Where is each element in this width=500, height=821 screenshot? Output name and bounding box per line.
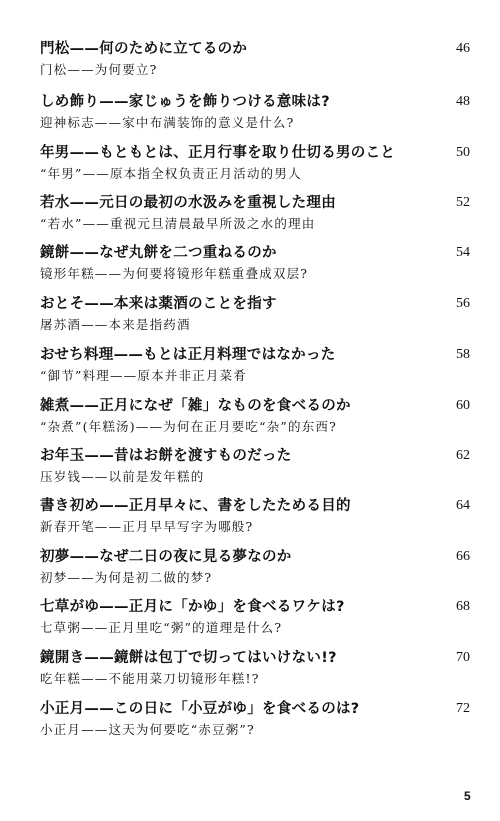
entry-subtitle: “年男”——原本指全权负责正月活动的男人 bbox=[40, 166, 302, 181]
entry-subtitle: 吃年糕——不能用菜刀切镜形年糕!? bbox=[40, 671, 260, 686]
entry-subtitle: “若水”——重视元旦清晨最早所汲之水的理由 bbox=[40, 216, 316, 231]
toc-entry[interactable] bbox=[40, 40, 470, 80]
entry-page-number: 46 bbox=[456, 41, 470, 56]
entry-subtitle: 压岁钱——以前是发年糕的 bbox=[40, 469, 205, 484]
entry-subtitle: 初梦——为何是初二做的梦? bbox=[40, 570, 213, 585]
entry-title: 鏡開き——鏡餅は包丁で切ってはいけない!? bbox=[40, 650, 337, 666]
toc-entry[interactable] bbox=[40, 244, 470, 284]
toc-entry[interactable] bbox=[40, 700, 470, 740]
entry-title: しめ飾り——家じゅうを飾りつける意味は? bbox=[40, 94, 330, 110]
toc-entry[interactable] bbox=[40, 194, 470, 234]
entry-page-number: 70 bbox=[456, 650, 470, 665]
entry-subtitle: 迎神标志——家中布满装饰的意义是什么? bbox=[40, 115, 295, 130]
toc-entry[interactable] bbox=[40, 295, 470, 335]
entry-title: 若水——元日の最初の水汲みを重視した理由 bbox=[40, 195, 336, 211]
entry-page-number: 68 bbox=[456, 599, 470, 614]
entry-title: おとそ——本来は薬酒のことを指す bbox=[40, 296, 277, 312]
entry-title: 初夢——なぜ二日の夜に見る夢なのか bbox=[40, 549, 292, 565]
entry-title: 小正月——この日に「小豆がゆ」を食べるのは? bbox=[40, 701, 360, 717]
entry-page-number: 56 bbox=[456, 296, 470, 311]
entry-subtitle: 镜形年糕——为何要将镜形年糕重叠成双层? bbox=[40, 266, 309, 281]
entry-title: 年男——もともとは、正月行事を取り仕切る男のこと bbox=[40, 145, 396, 161]
entry-title: 雑煮——正月になぜ「雑」なものを食べるのか bbox=[40, 398, 351, 414]
toc-entry[interactable] bbox=[40, 497, 470, 537]
page-number: 5 bbox=[464, 789, 471, 803]
entry-subtitle: “御节”料理——原本并非正月菜肴 bbox=[40, 368, 247, 383]
toc-entry[interactable] bbox=[40, 93, 470, 133]
entry-subtitle: 门松——为何要立? bbox=[40, 62, 158, 77]
entry-title: 鏡餅——なぜ丸餅を二つ重ねるのか bbox=[40, 245, 277, 261]
toc-entry[interactable] bbox=[40, 548, 470, 588]
entry-title: 七草がゆ——正月に「かゆ」を食べるワケは? bbox=[40, 599, 345, 615]
entry-subtitle: 小正月——这天为何要吃“赤豆粥”? bbox=[40, 722, 255, 737]
entry-subtitle: 屠苏酒——本来是指药酒 bbox=[40, 317, 191, 332]
entry-page-number: 54 bbox=[456, 245, 470, 260]
toc-entry[interactable] bbox=[40, 346, 470, 386]
entry-page-number: 58 bbox=[456, 347, 470, 362]
entry-page-number: 62 bbox=[456, 448, 470, 463]
entry-page-number: 48 bbox=[456, 94, 470, 109]
entry-subtitle: 七草粥——正月里吃“粥”的道理是什么? bbox=[40, 620, 283, 635]
toc-entry[interactable] bbox=[40, 649, 470, 689]
toc-entry[interactable] bbox=[40, 598, 470, 638]
entry-subtitle: “杂煮”(年糕汤)——为何在正月要吃“杂”的东西? bbox=[40, 419, 338, 434]
entry-title: 門松——何のために立てるのか bbox=[40, 41, 248, 57]
entry-title: お年玉——昔はお餅を渡すものだった bbox=[40, 448, 292, 464]
entry-page-number: 52 bbox=[456, 195, 470, 210]
entry-title: おせち料理——もとは正月料理ではなかった bbox=[40, 347, 336, 363]
toc-entry[interactable] bbox=[40, 144, 470, 184]
entry-subtitle: 新春开笔——正月早早写字为哪般? bbox=[40, 519, 254, 534]
entry-page-number: 64 bbox=[456, 498, 470, 513]
toc-entry[interactable] bbox=[40, 397, 470, 437]
entry-page-number: 72 bbox=[456, 701, 470, 716]
entry-page-number: 66 bbox=[456, 549, 470, 564]
entry-page-number: 50 bbox=[456, 145, 470, 160]
entry-page-number: 60 bbox=[456, 398, 470, 413]
entry-title: 書き初め——正月早々に、書をしたためる目的 bbox=[40, 498, 351, 514]
toc-entry[interactable] bbox=[40, 447, 470, 487]
